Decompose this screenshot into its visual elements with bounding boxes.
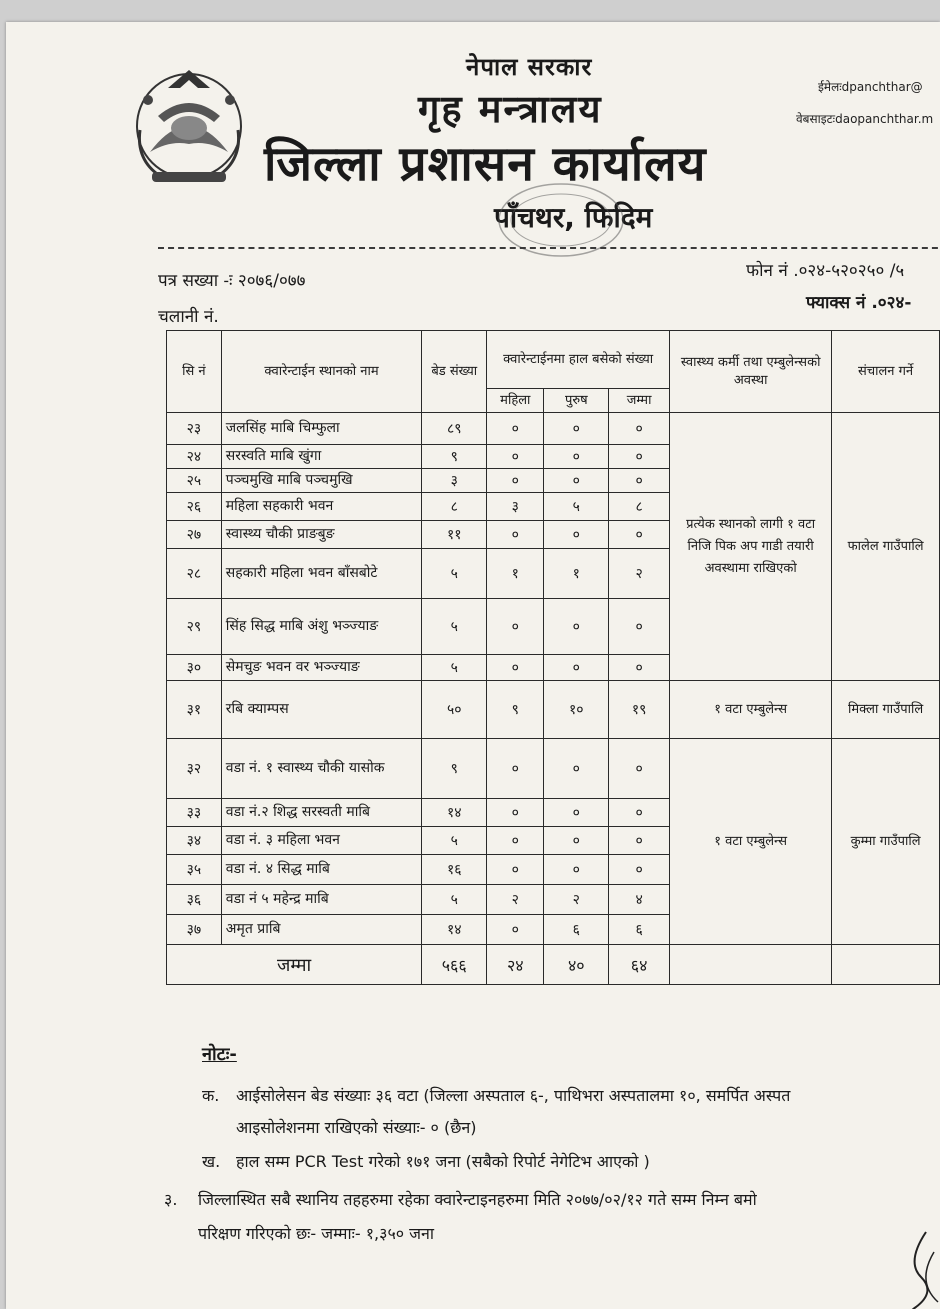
dispatch-number: चलानी नं. — [158, 307, 219, 327]
cell-male: ० — [544, 599, 609, 655]
cell-female: २ — [487, 885, 544, 915]
cell-male: १ — [544, 549, 609, 599]
total-total: ६४ — [609, 945, 670, 985]
cell-beds: ५ — [422, 827, 487, 855]
cell-male: १० — [544, 681, 609, 739]
cell-total: ० — [609, 521, 670, 549]
cell-female: ० — [487, 827, 544, 855]
operator-group1: फालेल गाउँपालि — [832, 413, 940, 681]
total-staff-empty — [670, 945, 832, 985]
cell-male: ० — [544, 521, 609, 549]
cell-total: ० — [609, 599, 670, 655]
cell-sn: २५ — [167, 469, 222, 493]
cell-male: ५ — [544, 493, 609, 521]
note-c-line1 — [164, 1188, 757, 1210]
cell-name: सरस्वति माबि खुंगा — [221, 445, 422, 469]
cell-female: ० — [487, 799, 544, 827]
staff-note-group3: १ वटा एम्बुलेन्स — [670, 739, 832, 945]
operator-group2: मिक्ला गाउँपालि — [832, 681, 940, 739]
cell-sn: २३ — [167, 413, 222, 445]
cell-female: १ — [487, 549, 544, 599]
cell-beds: ९ — [422, 445, 487, 469]
cell-total: ० — [609, 739, 670, 799]
cell-male: २ — [544, 885, 609, 915]
cell-beds: ८९ — [422, 413, 487, 445]
note-a-text: आईसोलेसन बेड संख्याः ३६ वटा (जिल्ला अस्पताल ६-, पाथिभरा अस्पतालमा १०, समर्पित अस्पत — [236, 1086, 791, 1105]
cell-male: ० — [544, 827, 609, 855]
cell-total: ४ — [609, 885, 670, 915]
letter-number: पत्र सख्या -ः २०७६/०७७ — [158, 271, 306, 291]
col-header-male: पुरुष — [544, 389, 609, 413]
cell-sn: २६ — [167, 493, 222, 521]
cell-sn: २७ — [167, 521, 222, 549]
cell-name: वडा नं. ३ महिला भवन — [221, 827, 422, 855]
phone-number: फोन नं .०२४-५२०२५० /५ — [746, 261, 905, 281]
cell-female: ० — [487, 413, 544, 445]
total-female: २४ — [487, 945, 544, 985]
document-page — [6, 22, 940, 1309]
cell-total: ० — [609, 799, 670, 827]
cell-male: ० — [544, 799, 609, 827]
cell-total: ८ — [609, 493, 670, 521]
cell-name: सहकारी महिला भवन बाँसबोटे — [221, 549, 422, 599]
operator-group3: कुम्मा गाउँपालि — [832, 739, 940, 945]
cell-name: वडा नं. १ स्वास्थ्य चौकी यासोक — [221, 739, 422, 799]
cell-sn: २९ — [167, 599, 222, 655]
cell-female: ० — [487, 655, 544, 681]
cell-male: ० — [544, 413, 609, 445]
staff-note-group1: प्रत्येक स्थानको लागी १ वटा निजि पिक अप गाडी तयारी अवस्थामा राखिएको — [670, 413, 832, 681]
cell-female: ० — [487, 739, 544, 799]
cell-male: ० — [544, 739, 609, 799]
cell-sn: २८ — [167, 549, 222, 599]
note-c-line2: परिक्षण गरिएको छः- जम्माः- १,३५० जना — [198, 1224, 435, 1243]
cell-beds: १६ — [422, 855, 487, 885]
cell-male: ० — [544, 655, 609, 681]
cell-beds: ५ — [422, 599, 487, 655]
cell-name: सिंह सिद्ध माबि अंशु भञ्ज्याङ — [221, 599, 422, 655]
col-header-name: क्वारेन्टाईन स्थानको नाम — [221, 331, 422, 413]
total-label: जम्मा — [167, 945, 422, 985]
cell-male: ० — [544, 855, 609, 885]
cell-male: ० — [544, 445, 609, 469]
col-header-operator: संचालन गर्ने — [832, 331, 940, 413]
cell-sn: ३७ — [167, 915, 222, 945]
note-a-marker: क. — [202, 1086, 220, 1105]
cell-total: ० — [609, 827, 670, 855]
table-row — [167, 739, 940, 799]
table-total-row — [167, 945, 940, 985]
cell-total: ० — [609, 655, 670, 681]
cell-female: ० — [487, 469, 544, 493]
cell-male: ० — [544, 469, 609, 493]
cell-sn: ३१ — [167, 681, 222, 739]
cell-total: ० — [609, 469, 670, 493]
office-title: जिल्ला प्रशासन कार्यालय — [264, 136, 707, 192]
cell-name: वडा नं. ४ सिद्ध माबि — [221, 855, 422, 885]
cell-female: ० — [487, 521, 544, 549]
cell-sn: ३६ — [167, 885, 222, 915]
col-header-total: जम्मा — [609, 389, 670, 413]
cell-name: वडा नं ५ महेन्द्र माबि — [221, 885, 422, 915]
cell-name: महिला सहकारी भवन — [221, 493, 422, 521]
cell-total: ० — [609, 855, 670, 885]
notes-title: नोटः- — [202, 1044, 237, 1065]
cell-beds: ५ — [422, 655, 487, 681]
ministry-title: गृह मन्त्रालय — [418, 87, 603, 131]
cell-female: ३ — [487, 493, 544, 521]
table-row — [167, 681, 940, 739]
cell-name: जलसिंह माबि चिम्फुला — [221, 413, 422, 445]
cell-total: ६ — [609, 915, 670, 945]
cell-beds: ५ — [422, 549, 487, 599]
cell-female: ९ — [487, 681, 544, 739]
col-header-beds: बेड संख्या — [422, 331, 487, 413]
cell-sn: २४ — [167, 445, 222, 469]
cell-female: ० — [487, 915, 544, 945]
note-a-line1 — [202, 1084, 790, 1106]
table-header-row — [167, 331, 940, 389]
note-b — [202, 1150, 650, 1172]
cell-beds: ५० — [422, 681, 487, 739]
cell-total: ० — [609, 413, 670, 445]
cell-name: अमृत प्राबि — [221, 915, 422, 945]
cell-female: ० — [487, 445, 544, 469]
table-row — [167, 413, 940, 445]
total-beds: ५६६ — [422, 945, 487, 985]
quarantine-table — [166, 330, 940, 985]
cell-total: २ — [609, 549, 670, 599]
cell-sn: ३० — [167, 655, 222, 681]
office-address: पाँचथर, फिदिम — [494, 201, 653, 234]
cell-sn: ३२ — [167, 739, 222, 799]
col-header-female: महिला — [487, 389, 544, 413]
cell-beds: ३ — [422, 469, 487, 493]
cell-beds: १४ — [422, 915, 487, 945]
cell-name: वडा नं.२ शिद्ध सरस्वती माबि — [221, 799, 422, 827]
staff-note-group2: १ वटा एम्बुलेन्स — [670, 681, 832, 739]
col-header-staff: स्वास्थ्य कर्मी तथा एम्बुलेन्सको अवस्था — [670, 331, 832, 413]
cell-beds: ५ — [422, 885, 487, 915]
note-c-marker: ३. — [164, 1190, 178, 1209]
cell-beds: ८ — [422, 493, 487, 521]
cell-beds: १४ — [422, 799, 487, 827]
website-address: वेबसाइटःdaopanchthar.m — [796, 112, 934, 126]
cell-beds: ११ — [422, 521, 487, 549]
cell-female: ० — [487, 855, 544, 885]
government-title: नेपाल सरकार — [466, 53, 593, 81]
cell-total: १९ — [609, 681, 670, 739]
nepal-emblem-icon — [128, 60, 250, 190]
note-c-text: जिल्लास्थित सबै स्थानिय तहहरुमा रहेका क्वारेन्टाइनहरुमा मिति २०७७/०२/१२ गते सम्म निम्न बमो — [198, 1190, 757, 1209]
cell-sn: ३५ — [167, 855, 222, 885]
cell-name: पञ्चमुखि माबि पञ्चमुखि — [221, 469, 422, 493]
col-header-current: क्वारेन्टाईनमा हाल बसेको संख्या — [487, 331, 670, 389]
cell-female: ० — [487, 599, 544, 655]
cell-sn: ३४ — [167, 827, 222, 855]
note-b-marker: ख. — [202, 1152, 221, 1171]
email-address: ईमेलःdpanchthar@ — [818, 80, 923, 94]
fax-number: फ्याक्स नं .०२४- — [806, 293, 912, 313]
cell-sn: ३३ — [167, 799, 222, 827]
cell-total: ० — [609, 445, 670, 469]
col-header-sn: सि नं — [167, 331, 222, 413]
header-divider — [158, 247, 940, 249]
cell-beds: ९ — [422, 739, 487, 799]
note-b-text: हाल सम्म PCR Test गरेको १७१ जना (सबैको रिपोर्ट नेगेटिभ आएको ) — [236, 1152, 650, 1171]
cell-male: ६ — [544, 915, 609, 945]
total-operator-empty — [832, 945, 940, 985]
note-a-line2: आइसोलेशनमा राखिएको संख्याः- ० (छैन) — [236, 1118, 477, 1137]
cell-name: सेमचुङ भवन वर भञ्ज्याङ — [221, 655, 422, 681]
total-male: ४० — [544, 945, 609, 985]
signature — [886, 1222, 940, 1309]
cell-name: स्वास्थ्य चौकी प्राङबुङ — [221, 521, 422, 549]
cell-name: रबि क्याम्पस — [221, 681, 422, 739]
